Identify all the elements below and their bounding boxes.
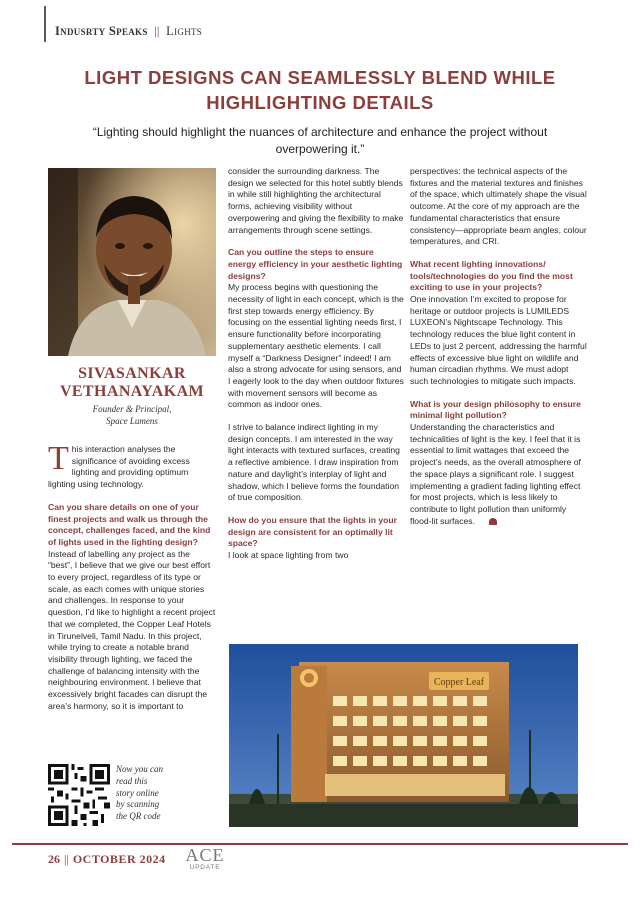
logo-sub: UPDATE <box>189 864 221 871</box>
answer-1: Instead of labelling any project as the “best”, I believe that we give our best effort to every project, regardless of its type or scale, as each comes with unique stories and challenges. In response to your question, I’d like to highlight a recent project that we completed, the Copper Leaf Hotels in Tirunelveli, Tamil Nadu. In this project, while trying to create a notable brand visibility through lighting, we faced the challenge of balancing intensity with the neighbouring environment. I believe that excessively bright facades can disrupt the area’s harmony, so it is important to <box>48 548 216 711</box>
logo-main: ACE <box>185 845 225 865</box>
qr-caption-line: by scanning <box>116 799 160 810</box>
pull-quote: “Lighting should highlight the nuances of architecture and enhance the project without overpowering it.” <box>92 125 548 156</box>
qr-caption-line: the QR code <box>116 811 161 822</box>
role-line1: Founder & Principal, <box>92 404 172 414</box>
question-2: Can you outline the steps to ensure energy efficiency in your aesthetic lighting designs? <box>228 247 403 281</box>
section-separator: || <box>154 24 160 38</box>
end-mark-icon <box>489 518 497 525</box>
interviewee-name <box>48 365 216 401</box>
qr-code[interactable] <box>48 764 110 826</box>
qr-caption-line: read this <box>116 775 148 786</box>
answer-5 <box>410 422 588 527</box>
portrait-photo <box>48 168 216 356</box>
hotel-photo <box>229 644 578 827</box>
answer-4: One innovation I’m excited to propose for heritage or outdoor projects is LUMILEDS LUXEON’s Nightscape Technology. This technology reduces the blue light content in LEDs to just 2 percent, addressing the harmful effects of excessive blue light on wildlife and human circadian rhythms. We must adopt such technologies to mitigate such impacts. <box>410 294 587 386</box>
header-vertical-rule <box>44 6 46 42</box>
drop-cap: T <box>48 440 69 477</box>
answer-1-continued: consider the surrounding darkness. The design we selected for this hotel subtly blends in while still highlighting the architectural forms, achieving visibility without overpowering and giving the flexibility to make arrangements through scene settings. <box>228 166 404 235</box>
question-5: What is your design philosophy to ensure minimal light pollution? <box>410 398 581 421</box>
answer-2: My process begins with questioning the necessity of light in each concept, which is the first step towards energy efficiency. By focusing on the essential lighting needs first, I ensure functionality before incorporating supplementary aesthetic elements. I call myself a “Darkness Designer” indeed! I am also a strong advocate for using sensors, and I eagerly look to the day when outdoor fixtures with movement sensors will become as common as indoor ones. <box>228 282 404 410</box>
hotel-sign: Copper Leaf <box>433 677 485 688</box>
page-number: 26 <box>48 852 60 866</box>
qr-caption-line: story online <box>116 787 159 798</box>
answer-3: I look at space lighting from two <box>228 550 349 561</box>
issue-date: OCTOBER 2024 <box>72 852 166 866</box>
answer-5-text: Understanding the characteristics and technicalities of light is the key. I feel that it is essential to limit wattages that exceed the project’s needs, as the overall atmosphere of the space plays a significant role. I suggest implementing a gradient fading lighting effect for most projects, which is less likely to contribute to light pollution than uniformly flood-lit surfaces. <box>410 422 581 526</box>
column-1 <box>48 440 216 712</box>
column-3 <box>410 166 588 527</box>
question-1: Can you share details on one of your finest projects and walk us through the concept, challenges faced, and the kind of lights used in the lighting design? <box>48 501 211 547</box>
intro-paragraph <box>48 440 216 491</box>
column-2 <box>228 166 404 562</box>
publication-logo <box>182 846 228 876</box>
section-header <box>55 24 202 39</box>
name-line1: SIVASANKAR <box>78 365 186 382</box>
page-footer <box>48 852 166 867</box>
name-line2: VETHANAYAKAM <box>59 383 205 400</box>
interviewee-role <box>48 403 216 427</box>
footer-separator: || <box>64 852 69 866</box>
question-4: What recent lighting innovations/ tools/technologies do you find the most exciting to use in your projects? <box>410 258 573 293</box>
answer-2b: I strive to balance indirect lighting in my design concepts. I am interested in the way light interacts with textured surfaces, creating a reflective ambience. I draw inspiration from nature and daylight’s interplay of light and shadow, which I believe forms the foundation of true composition. <box>228 422 400 503</box>
article-headline: LIGHT DESIGNS CAN SEAMLESSLY BLEND WHILE HIGHLIGHTING DETAILS <box>84 67 556 113</box>
intro-text: his interaction analyses the significance of avoiding excess lighting and providing optimum lighting using technology. <box>48 444 190 490</box>
section-part2: Speaks <box>108 24 148 38</box>
section-part1: Indusrty <box>55 24 106 38</box>
question-3: How do you ensure that the lights in your design are consistent for an optimally lit space? <box>228 514 398 549</box>
footer-rule <box>12 843 628 845</box>
answer-3-continued: perspectives: the technical aspects of the fixtures and the material textures and finishes of the space, which ultimately shape the visual outcome. At the core of my approach are the fundamental characteristics that ensure consistency—appropriate beam angles, colour temperatures, and CRI. <box>410 166 587 247</box>
section-category: Lights <box>166 24 203 38</box>
qr-caption-line: Now you can <box>116 764 163 774</box>
qr-caption <box>116 764 186 823</box>
role-line2: Space Lumens <box>106 416 158 426</box>
